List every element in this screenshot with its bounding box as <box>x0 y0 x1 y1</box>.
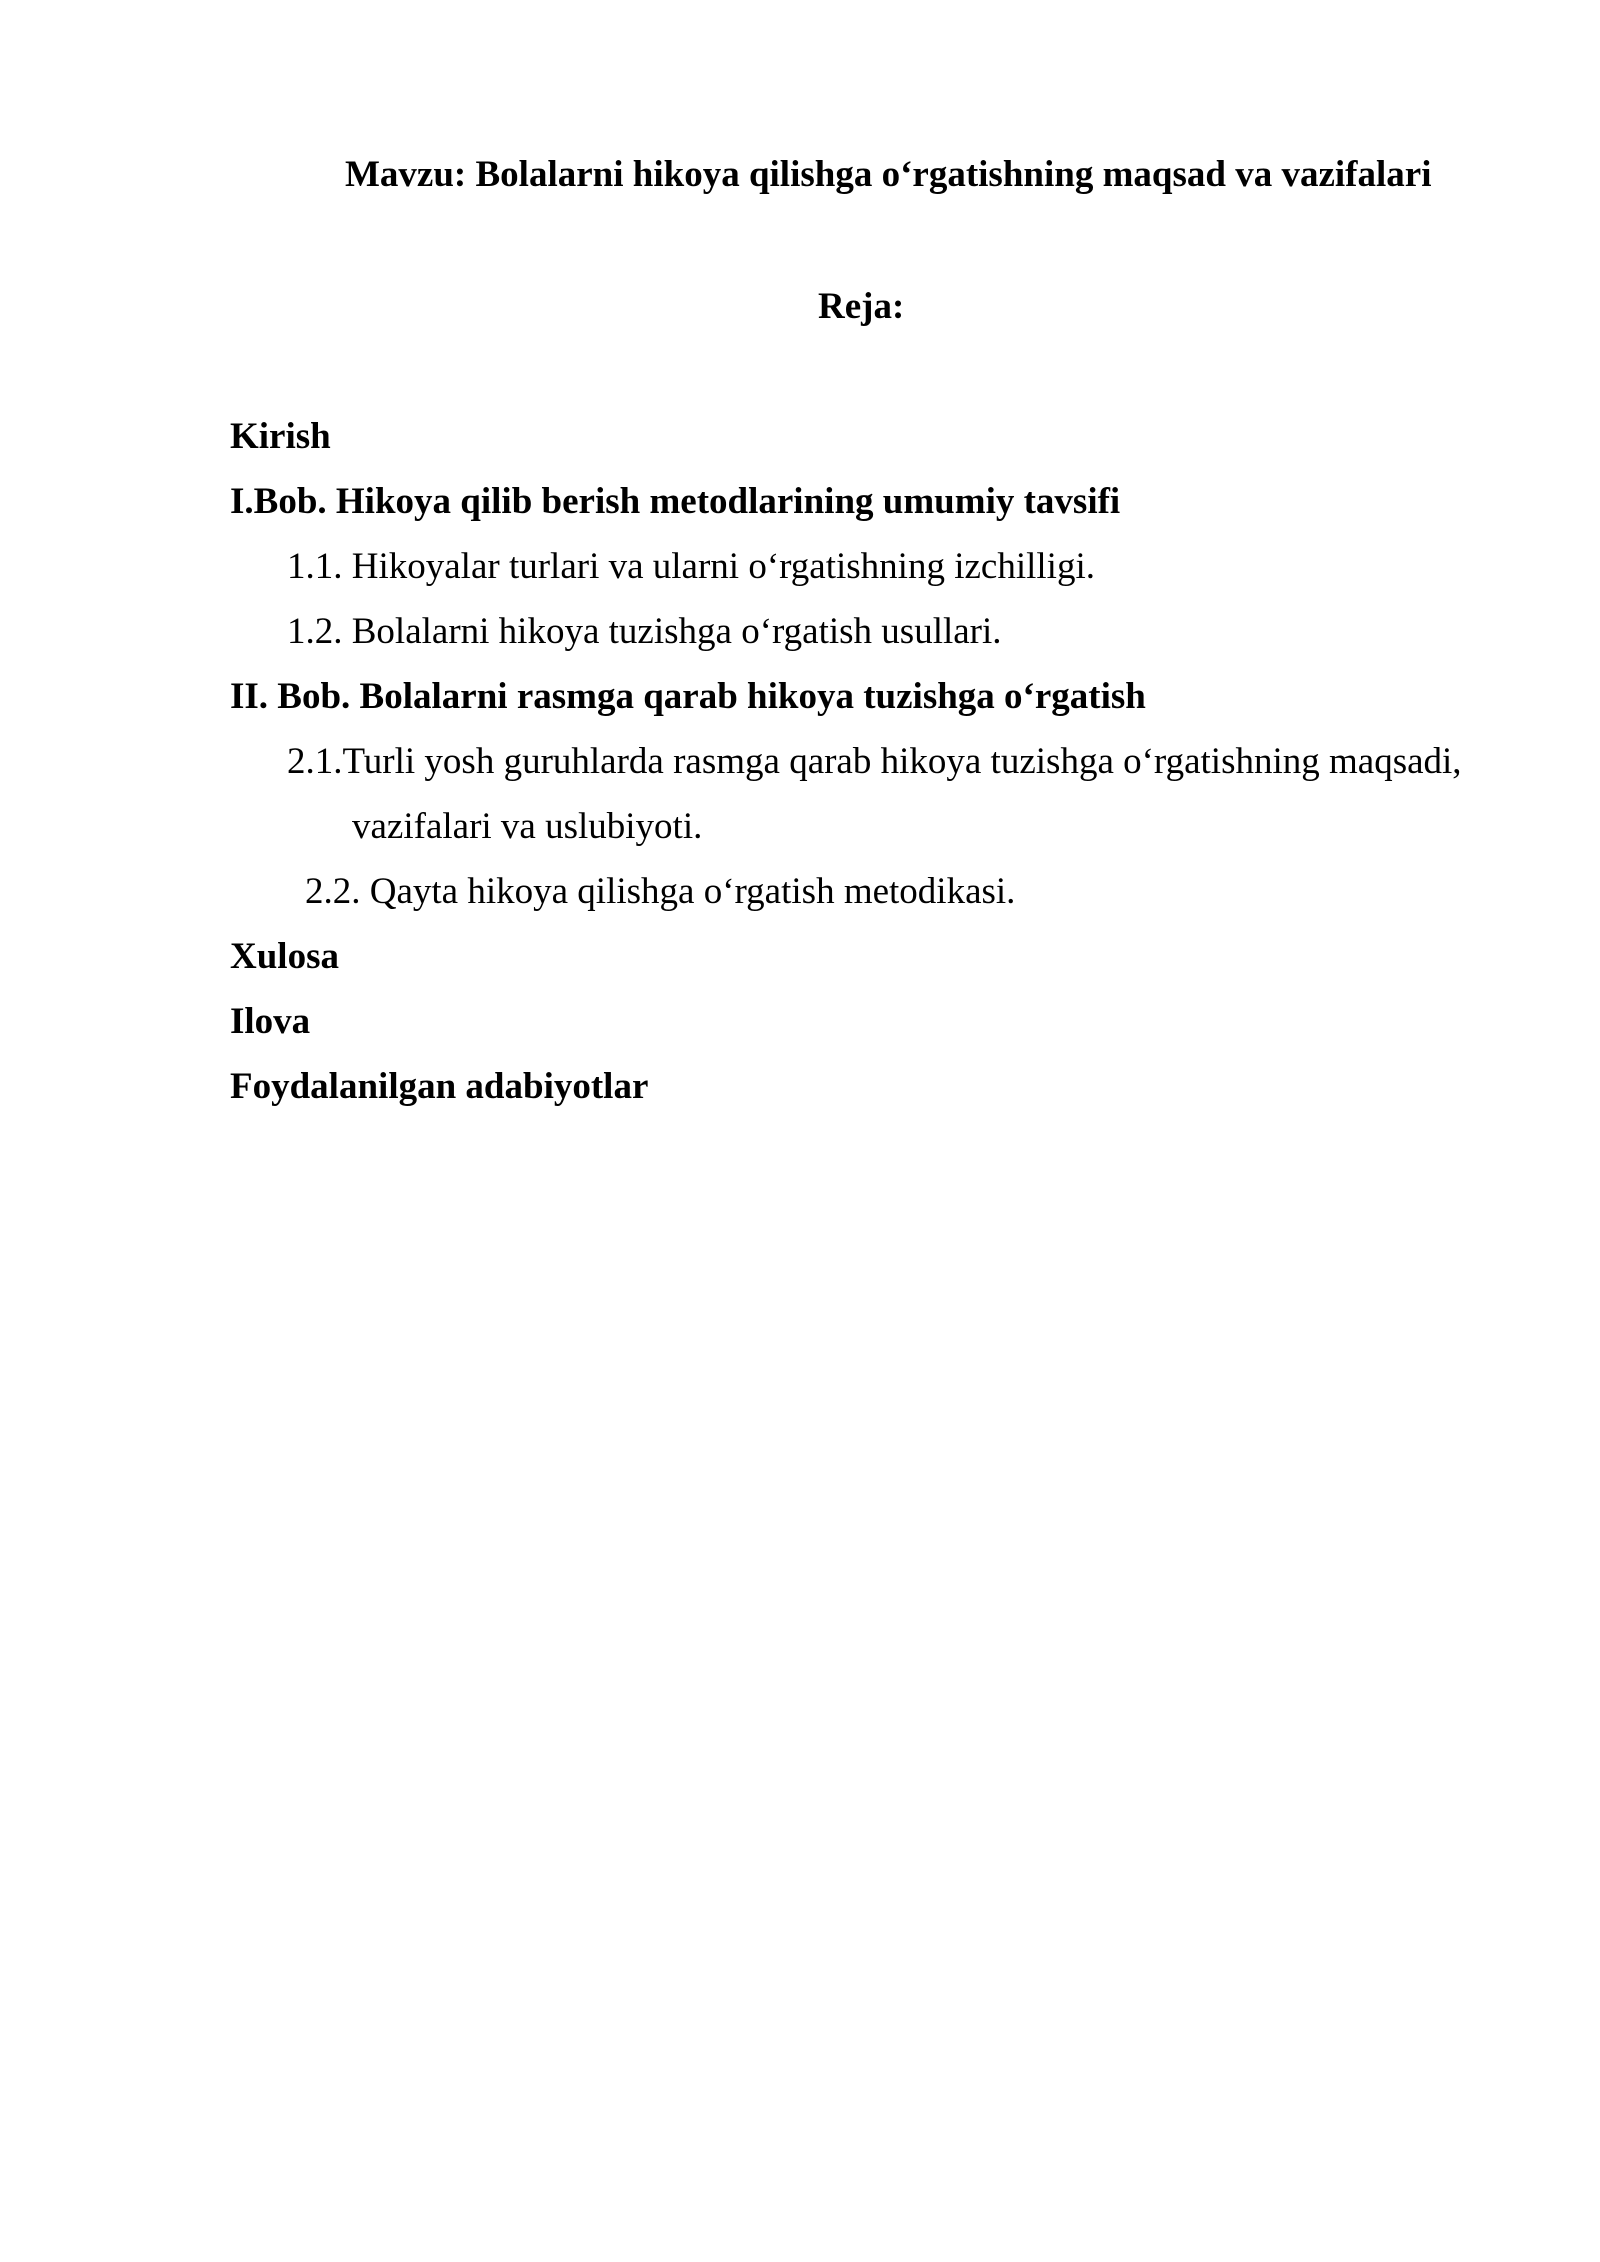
plan-heading: Reja: <box>818 286 905 327</box>
outline-item-appendix: Ilova <box>230 1001 311 1042</box>
document-title: Mavzu: Bolalarni hikoya qilishga o‘rgatishning maqsad va vazifalari <box>345 154 1432 195</box>
outline-item-conclusion: Xulosa <box>230 936 339 977</box>
outline-chapter-1: I.Bob. Hikoya qilib berish metodlarining umumiy tavsifi <box>230 481 1121 522</box>
outline-item-references: Foydalanilgan adabiyotlar <box>230 1066 649 1107</box>
outline-section-2-2: 2.2. Qayta hikoya qilishga o‘rgatish metodikasi. <box>305 871 1016 912</box>
outline-section-1-1: 1.1. Hikoyalar turlari va ularni o‘rgatishning izchilligi. <box>287 546 1095 587</box>
outline-section-2-1-continuation: vazifalari va uslubiyoti. <box>352 806 703 847</box>
outline-item-introduction: Kirish <box>230 416 331 457</box>
outline-chapter-2: II. Bob. Bolalarni rasmga qarab hikoya tuzishga o‘rgatish <box>230 676 1146 717</box>
outline-section-2-1: 2.1.Turli yosh guruhlarda rasmga qarab hikoya tuzishga o‘rgatishning maqsadi, <box>287 741 1462 782</box>
outline-section-1-2: 1.2. Bolalarni hikoya tuzishga o‘rgatish usullari. <box>287 611 1002 652</box>
